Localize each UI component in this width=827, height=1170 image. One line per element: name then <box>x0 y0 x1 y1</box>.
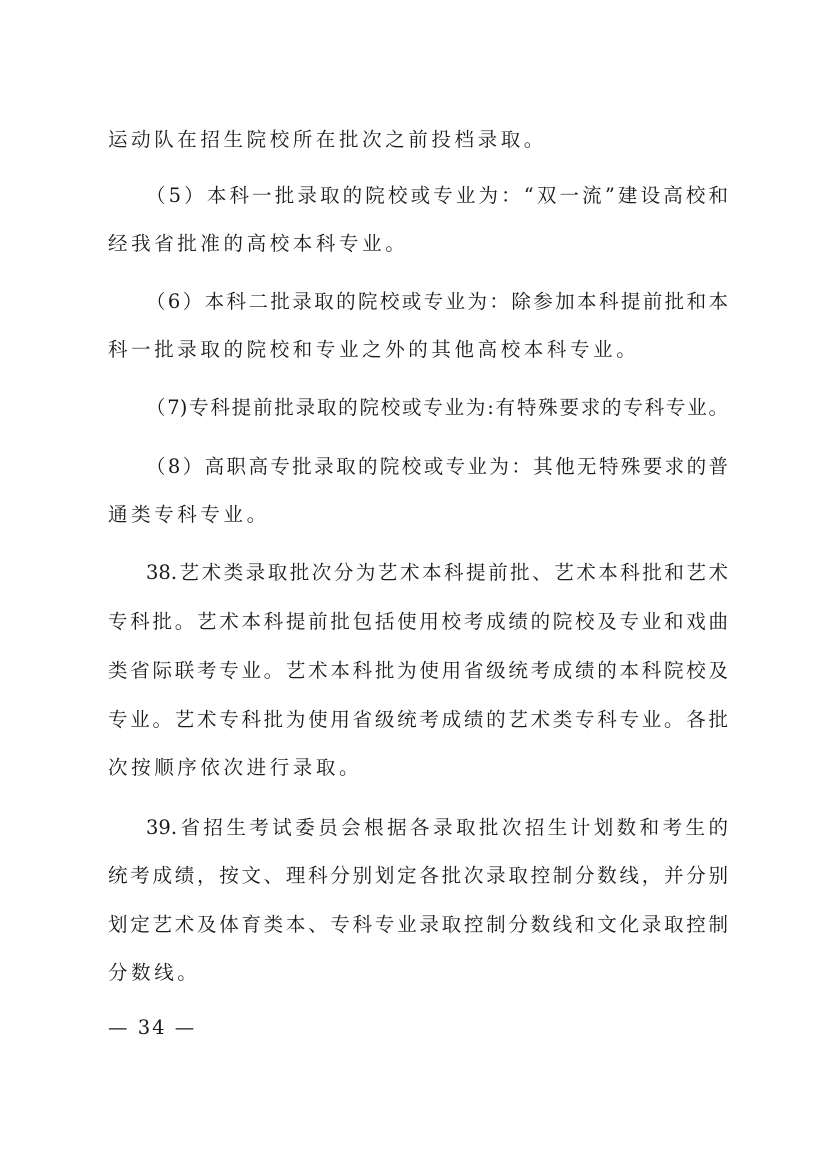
paragraph-line: （7)专科提前批录取的院校或专业为:有特殊要求的专科专业。 <box>146 396 728 419</box>
paragraph-line: 专科批。艺术本科提前批包括使用校考成绩的院校及专业和戏曲 <box>108 610 728 633</box>
paragraph-line: （5）本科一批录取的院校或专业为：“双一流”建设高校和 <box>146 184 728 207</box>
paragraph-line: （6）本科二批录取的院校或专业为：除参加本科提前批和本 <box>146 290 728 313</box>
paragraph-line: （8）高职高专批录取的院校或专业为：其他无特殊要求的普 <box>146 455 728 478</box>
paragraph-line: 经我省批准的高校本科专业。 <box>108 232 409 255</box>
paragraph-line: 划定艺术及体育类本、专科专业录取控制分数线和文化录取控制 <box>108 913 728 936</box>
paragraph-line: 运动队在招生院校所在批次之前投档录取。 <box>108 128 547 151</box>
page-number: — 34 — <box>108 1016 197 1039</box>
paragraph-line: 类省际联考专业。艺术本科批为使用省级统考成绩的本科院校及 <box>108 659 728 682</box>
paragraph-line: 次按顺序依次进行录取。 <box>108 756 363 779</box>
paragraph-line: 科一批录取的院校和专业之外的其他高校本科专业。 <box>108 338 640 361</box>
paragraph-line: 39.省招生考试委员会根据各录取批次招生计划数和考生的 <box>146 816 728 839</box>
paragraph-line: 38.艺术类录取批次分为艺术本科提前批、艺术本科批和艺术 <box>146 561 728 584</box>
paragraph-line: 通类专科专业。 <box>108 503 270 526</box>
paragraph-line: 统考成绩，按文、理科分别划定各批次录取控制分数线，并分别 <box>108 864 728 887</box>
paragraph-line: 分数线。 <box>108 961 201 984</box>
paragraph-line: 专业。艺术专科批为使用省级统考成绩的艺术类专科专业。各批 <box>108 708 728 731</box>
